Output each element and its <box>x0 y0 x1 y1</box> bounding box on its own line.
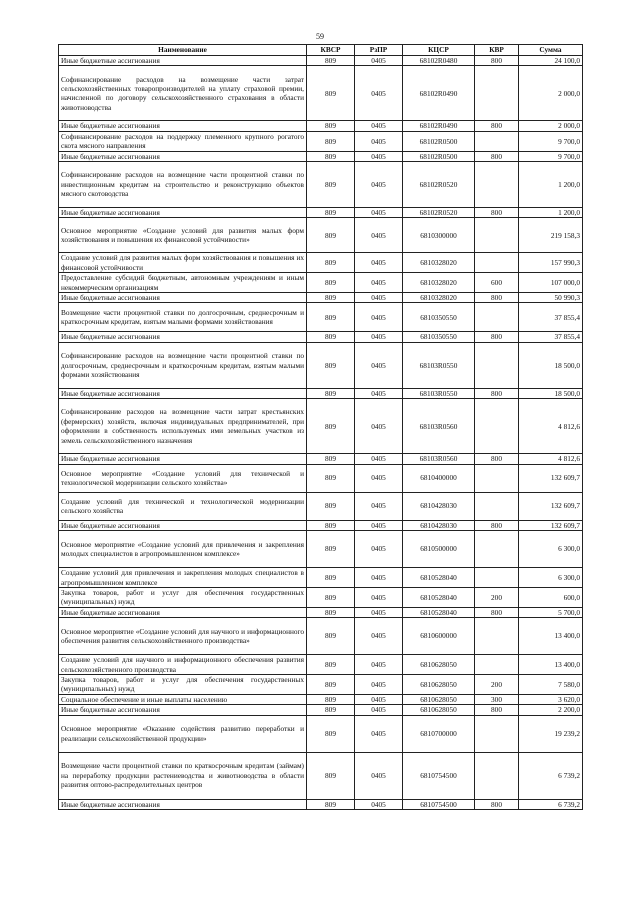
cell-kcsr: 6810528040 <box>403 587 475 607</box>
cell-kvr: 300 <box>475 694 519 704</box>
cell-kvsr: 809 <box>307 388 355 398</box>
cell-rzpr: 0405 <box>355 273 403 293</box>
cell-sum: 18 500,0 <box>519 388 583 398</box>
table-row <box>59 399 583 454</box>
header-row <box>59 45 583 56</box>
cell-kcsr: 6810328020 <box>403 273 475 293</box>
cell-kcsr: 6810628050 <box>403 655 475 675</box>
cell-name: Закупка товаров, работ и услуг для обеспечения государственных (муниципальных) нужд <box>59 674 307 694</box>
cell-rzpr: 0405 <box>355 799 403 809</box>
cell-sum: 132 609,7 <box>519 492 583 520</box>
cell-name: Иные бюджетные ассигнования <box>59 121 307 131</box>
cell-kvsr: 809 <box>307 618 355 655</box>
cell-rzpr: 0405 <box>355 587 403 607</box>
cell-rzpr: 0405 <box>355 752 403 799</box>
cell-kvr: 800 <box>475 454 519 464</box>
cell-name: Создание условий для научного и информационного обеспечения развития сельскохозяйственного производства <box>59 655 307 675</box>
cell-kcsr: 6810700000 <box>403 715 475 752</box>
cell-kvr: 800 <box>475 208 519 218</box>
cell-rzpr: 0405 <box>355 618 403 655</box>
cell-name: Софинансирование расходов на возмещение части процентной ставки по долгосрочным, среднесрочным и краткосрочным кредитам, взятым малыми формами хозяйствования <box>59 342 307 388</box>
cell-name: Иные бюджетные ассигнования <box>59 293 307 303</box>
cell-sum: 19 239,2 <box>519 715 583 752</box>
cell-kcsr: 6810350550 <box>403 332 475 342</box>
cell-kvsr: 809 <box>307 464 355 492</box>
cell-sum: 5 700,0 <box>519 607 583 617</box>
cell-rzpr: 0405 <box>355 162 403 208</box>
cell-kvr: 800 <box>475 520 519 530</box>
cell-rzpr: 0405 <box>355 520 403 530</box>
cell-sum: 7 580,0 <box>519 674 583 694</box>
cell-kvsr: 809 <box>307 799 355 809</box>
cell-sum: 1 200,0 <box>519 208 583 218</box>
cell-name: Иные бюджетные ассигнования <box>59 520 307 530</box>
cell-kcsr: 6810500000 <box>403 531 475 568</box>
cell-sum: 18 500,0 <box>519 342 583 388</box>
cell-sum: 600,0 <box>519 587 583 607</box>
cell-name: Иные бюджетные ассигнования <box>59 388 307 398</box>
cell-kcsr: 6810428030 <box>403 492 475 520</box>
cell-kvsr: 809 <box>307 208 355 218</box>
table-row <box>59 587 583 607</box>
cell-name: Софинансирование расходов на возмещение части затрат крестьянских (фермерских) хозяйств, включая индивидуальных предпринимателей, при оформлении в собственность используемых ими земельных участков из земель сельскохозяйственного назначения <box>59 399 307 454</box>
cell-kvr <box>475 218 519 253</box>
table-row <box>59 162 583 208</box>
cell-name: Создание условий для развития малых форм хозяйствования и повышения их финансовой устойчивости <box>59 253 307 273</box>
cell-kcsr: 68102R0520 <box>403 208 475 218</box>
cell-rzpr: 0405 <box>355 399 403 454</box>
cell-sum: 6 300,0 <box>519 531 583 568</box>
cell-kvsr: 809 <box>307 121 355 131</box>
cell-rzpr: 0405 <box>355 464 403 492</box>
cell-rzpr: 0405 <box>355 705 403 715</box>
header-kvr: КВР <box>475 45 519 56</box>
table-row <box>59 752 583 799</box>
cell-kvsr: 809 <box>307 705 355 715</box>
cell-kcsr: 6810628050 <box>403 705 475 715</box>
cell-kvr <box>475 303 519 332</box>
cell-kcsr: 68102R0490 <box>403 121 475 131</box>
cell-rzpr: 0405 <box>355 607 403 617</box>
cell-rzpr: 0405 <box>355 56 403 66</box>
cell-sum: 157 990,3 <box>519 253 583 273</box>
cell-kvsr: 809 <box>307 162 355 208</box>
cell-kvsr: 809 <box>307 218 355 253</box>
cell-name: Иные бюджетные ассигнования <box>59 799 307 809</box>
header-kcsr: КЦСР <box>403 45 475 56</box>
cell-sum: 13 400,0 <box>519 618 583 655</box>
cell-sum: 132 609,7 <box>519 520 583 530</box>
cell-sum: 1 200,0 <box>519 162 583 208</box>
cell-kvr <box>475 618 519 655</box>
cell-kvsr: 809 <box>307 694 355 704</box>
cell-sum: 37 855,4 <box>519 303 583 332</box>
cell-name: Основное мероприятие «Создание условий для технической и технологической модернизации сельского хозяйства» <box>59 464 307 492</box>
table-row <box>59 293 583 303</box>
cell-name: Софинансирование расходов на возмещение части затрат сельскохозяйственных товаропроизводителей на уплату страховой премии, начисленной по договору сельскохозяйственного страхования в области животноводства <box>59 66 307 121</box>
cell-rzpr: 0405 <box>355 694 403 704</box>
cell-sum: 6 739,2 <box>519 799 583 809</box>
cell-sum: 132 609,7 <box>519 464 583 492</box>
cell-kvr: 800 <box>475 388 519 398</box>
cell-name: Софинансирование расходов на возмещение части процентной ставки по инвестиционным кредитам на строительство и реконструкцию объектов мясного скотоводства <box>59 162 307 208</box>
cell-name: Иные бюджетные ассигнования <box>59 332 307 342</box>
cell-kcsr: 6810428030 <box>403 520 475 530</box>
cell-kvr <box>475 464 519 492</box>
table-row <box>59 131 583 151</box>
cell-rzpr: 0405 <box>355 131 403 151</box>
table-row <box>59 607 583 617</box>
cell-kvr: 800 <box>475 332 519 342</box>
cell-name: Иные бюджетные ассигнования <box>59 151 307 161</box>
cell-name: Основное мероприятие «Создание условий для научного и информационного обеспечения развития сельскохозяйственного производства» <box>59 618 307 655</box>
table-row <box>59 273 583 293</box>
cell-sum: 24 100,0 <box>519 56 583 66</box>
table-row <box>59 715 583 752</box>
cell-rzpr: 0405 <box>355 492 403 520</box>
cell-kvr <box>475 492 519 520</box>
cell-rzpr: 0405 <box>355 674 403 694</box>
cell-kvsr: 809 <box>307 520 355 530</box>
cell-rzpr: 0405 <box>355 454 403 464</box>
cell-name: Закупка товаров, работ и услуг для обеспечения государственных (муниципальных) нужд <box>59 587 307 607</box>
cell-kvr <box>475 66 519 121</box>
header-kvsr: КВСР <box>307 45 355 56</box>
cell-sum: 2 000,0 <box>519 121 583 131</box>
table-row <box>59 799 583 809</box>
cell-kcsr: 6810400000 <box>403 464 475 492</box>
cell-kcsr: 6810754500 <box>403 752 475 799</box>
cell-kcsr: 6810350550 <box>403 303 475 332</box>
cell-rzpr: 0405 <box>355 293 403 303</box>
table-row <box>59 674 583 694</box>
cell-sum: 6 300,0 <box>519 568 583 588</box>
table-header <box>59 45 583 56</box>
cell-kcsr: 68103R0560 <box>403 399 475 454</box>
cell-rzpr: 0405 <box>355 531 403 568</box>
table-row <box>59 66 583 121</box>
table-row <box>59 121 583 131</box>
cell-kvr <box>475 399 519 454</box>
cell-kcsr: 68102R0500 <box>403 151 475 161</box>
table-row <box>59 253 583 273</box>
cell-kvsr: 809 <box>307 531 355 568</box>
cell-kvsr: 809 <box>307 492 355 520</box>
cell-kcsr: 6810600000 <box>403 618 475 655</box>
table-row <box>59 492 583 520</box>
cell-rzpr: 0405 <box>355 151 403 161</box>
page-number: 59 <box>316 32 324 41</box>
cell-sum: 107 000,0 <box>519 273 583 293</box>
cell-sum: 50 990,3 <box>519 293 583 303</box>
cell-kvr <box>475 253 519 273</box>
cell-name: Софинансирование расходов на поддержку племенного крупного рогатого скота мясного направления <box>59 131 307 151</box>
cell-kcsr: 68103R0550 <box>403 388 475 398</box>
cell-kvsr: 809 <box>307 273 355 293</box>
cell-kvsr: 809 <box>307 131 355 151</box>
cell-kvsr: 809 <box>307 674 355 694</box>
cell-name: Возмещение части процентной ставки по краткосрочным кредитам (займам) на переработку продукции растениеводства и животноводства в области развития оптово-распределительных центров <box>59 752 307 799</box>
cell-kvsr: 809 <box>307 587 355 607</box>
cell-rzpr: 0405 <box>355 332 403 342</box>
cell-kvr: 600 <box>475 273 519 293</box>
table-row <box>59 531 583 568</box>
table-row <box>59 655 583 675</box>
cell-kvsr: 809 <box>307 332 355 342</box>
cell-kcsr: 6810754500 <box>403 799 475 809</box>
cell-kvr: 800 <box>475 56 519 66</box>
cell-kvsr: 809 <box>307 342 355 388</box>
cell-kvr <box>475 715 519 752</box>
cell-rzpr: 0405 <box>355 342 403 388</box>
cell-kvr: 800 <box>475 293 519 303</box>
cell-kvsr: 809 <box>307 607 355 617</box>
cell-kvsr: 809 <box>307 715 355 752</box>
cell-name: Создание условий для привлечения и закрепления молодых специалистов в агропромышленном комплексе <box>59 568 307 588</box>
cell-sum: 9 700,0 <box>519 131 583 151</box>
budget-table <box>58 44 583 810</box>
header-name: Наименование <box>59 45 307 56</box>
cell-name: Создание условий для технической и технологической модернизации сельского хозяйства <box>59 492 307 520</box>
cell-name: Иные бюджетные ассигнования <box>59 607 307 617</box>
cell-rzpr: 0405 <box>355 253 403 273</box>
table-row <box>59 56 583 66</box>
cell-kcsr: 6810628050 <box>403 694 475 704</box>
table-row <box>59 705 583 715</box>
table-row <box>59 454 583 464</box>
cell-rzpr: 0405 <box>355 208 403 218</box>
cell-name: Основное мероприятие «Создание условий для развития малых форм хозяйствования и повышения их финансовой устойчивости» <box>59 218 307 253</box>
table-row <box>59 694 583 704</box>
cell-kvr: 200 <box>475 587 519 607</box>
cell-kvr: 800 <box>475 799 519 809</box>
cell-kvr: 200 <box>475 674 519 694</box>
cell-kvr: 800 <box>475 705 519 715</box>
cell-rzpr: 0405 <box>355 303 403 332</box>
table-row <box>59 218 583 253</box>
cell-kvsr: 809 <box>307 568 355 588</box>
cell-sum: 2 200,0 <box>519 705 583 715</box>
table-row <box>59 151 583 161</box>
cell-kvsr: 809 <box>307 151 355 161</box>
cell-rzpr: 0405 <box>355 66 403 121</box>
table-body <box>59 56 583 810</box>
table-row <box>59 464 583 492</box>
cell-kvr: 800 <box>475 121 519 131</box>
table-row <box>59 332 583 342</box>
cell-kcsr: 68102R0500 <box>403 131 475 151</box>
header-sum: Сумма <box>519 45 583 56</box>
table-row <box>59 303 583 332</box>
cell-kcsr: 6810328020 <box>403 253 475 273</box>
cell-sum: 2 000,0 <box>519 66 583 121</box>
cell-rzpr: 0405 <box>355 121 403 131</box>
cell-kvsr: 809 <box>307 752 355 799</box>
cell-kcsr: 6810628050 <box>403 674 475 694</box>
cell-kvsr: 809 <box>307 655 355 675</box>
cell-name: Основное мероприятие «Создание условий для привлечения и закрепления молодых специалистов в агропромышленном комплексе» <box>59 531 307 568</box>
cell-sum: 219 158,3 <box>519 218 583 253</box>
cell-rzpr: 0405 <box>355 655 403 675</box>
cell-kvr <box>475 162 519 208</box>
cell-rzpr: 0405 <box>355 715 403 752</box>
cell-kcsr: 6810528040 <box>403 607 475 617</box>
cell-kcsr: 6810328020 <box>403 293 475 303</box>
cell-name: Иные бюджетные ассигнования <box>59 208 307 218</box>
cell-name: Предоставление субсидий бюджетным, автономным учреждениям и иным некоммерческим организациям <box>59 273 307 293</box>
cell-kvsr: 809 <box>307 253 355 273</box>
cell-kvr <box>475 568 519 588</box>
cell-kvsr: 809 <box>307 56 355 66</box>
table-row <box>59 388 583 398</box>
cell-name: Основное мероприятие «Оказание содействия развитию переработки и реализации сельскохозяйственной продукции» <box>59 715 307 752</box>
cell-kvsr: 809 <box>307 66 355 121</box>
cell-kvsr: 809 <box>307 293 355 303</box>
table-row <box>59 520 583 530</box>
cell-kvsr: 809 <box>307 399 355 454</box>
cell-sum: 13 400,0 <box>519 655 583 675</box>
cell-name: Социальное обеспечение и иные выплаты населению <box>59 694 307 704</box>
cell-kvsr: 809 <box>307 454 355 464</box>
cell-kcsr: 6810528040 <box>403 568 475 588</box>
cell-rzpr: 0405 <box>355 568 403 588</box>
cell-kvr <box>475 655 519 675</box>
cell-kvr: 800 <box>475 607 519 617</box>
cell-kcsr: 68102R0520 <box>403 162 475 208</box>
cell-kvr <box>475 531 519 568</box>
cell-kcsr: 6810300000 <box>403 218 475 253</box>
cell-sum: 3 620,0 <box>519 694 583 704</box>
cell-name: Иные бюджетные ассигнования <box>59 454 307 464</box>
table-row <box>59 342 583 388</box>
cell-rzpr: 0405 <box>355 218 403 253</box>
cell-kcsr: 68102R0480 <box>403 56 475 66</box>
cell-sum: 4 812,6 <box>519 399 583 454</box>
table-row <box>59 208 583 218</box>
cell-kcsr: 68102R0490 <box>403 66 475 121</box>
cell-sum: 9 700,0 <box>519 151 583 161</box>
cell-name: Иные бюджетные ассигнования <box>59 56 307 66</box>
cell-kvr <box>475 752 519 799</box>
cell-rzpr: 0405 <box>355 388 403 398</box>
cell-name: Иные бюджетные ассигнования <box>59 705 307 715</box>
table-row <box>59 568 583 588</box>
cell-kvr <box>475 131 519 151</box>
cell-sum: 4 812,6 <box>519 454 583 464</box>
header-rzpr: РзПР <box>355 45 403 56</box>
table-row <box>59 618 583 655</box>
cell-sum: 6 739,2 <box>519 752 583 799</box>
cell-kvr <box>475 342 519 388</box>
cell-name: Возмещение части процентной ставки по долгосрочным, среднесрочным и краткосрочным кредитам, взятым малыми формами хозяйствования <box>59 303 307 332</box>
cell-sum: 37 855,4 <box>519 332 583 342</box>
cell-kcsr: 68103R0560 <box>403 454 475 464</box>
cell-kcsr: 68103R0550 <box>403 342 475 388</box>
cell-kvr: 800 <box>475 151 519 161</box>
cell-kvsr: 809 <box>307 303 355 332</box>
